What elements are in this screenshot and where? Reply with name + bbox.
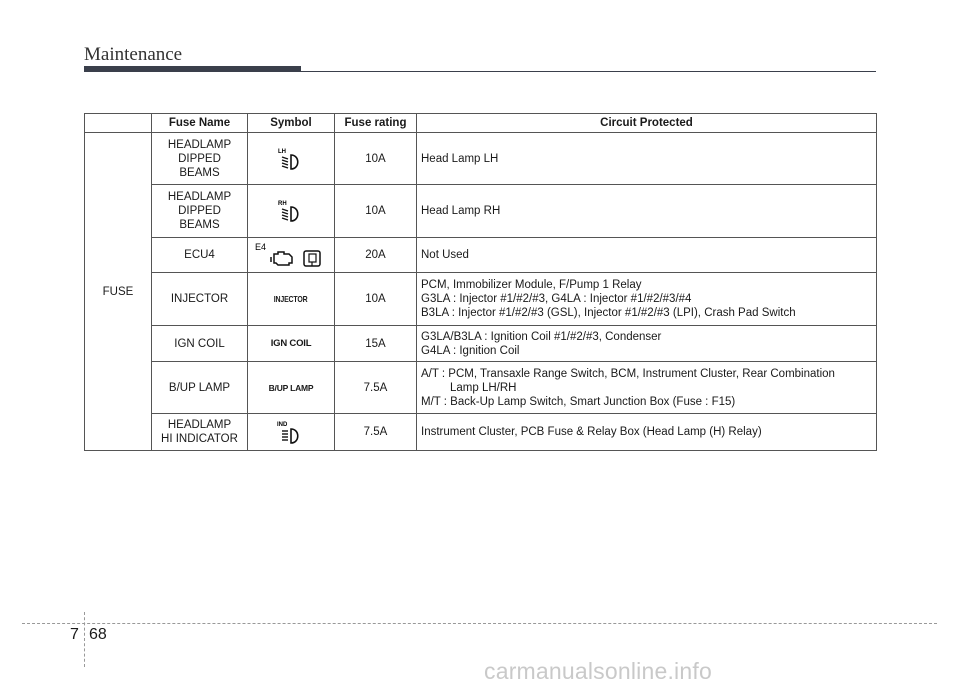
fuse-name-line: HI INDICATOR: [161, 433, 238, 445]
high-beam-icon: [274, 418, 308, 446]
symbol-cell: [248, 414, 335, 451]
fuse-name-line: HEADLAMP: [167, 138, 232, 151]
fuse-name-line: ECU4: [184, 249, 215, 261]
fuse-name-line: IGN COIL: [174, 337, 225, 350]
table-header-row: [85, 114, 877, 133]
watermark: carmanualsonline.info: [484, 658, 712, 684]
fuse-name-cell: [152, 185, 248, 238]
table-row: [85, 238, 877, 273]
fuse-rating-cell: 10A: [335, 273, 417, 326]
circuit-cell: [417, 414, 877, 451]
fuse-rating-cell: 7.5A: [335, 414, 417, 451]
footer-dashed-rule: [22, 623, 937, 624]
ign-coil-symbol-label: IGN COIL: [270, 337, 312, 349]
category-cell: FUSE: [85, 133, 152, 451]
header-symbol: Symbol: [248, 114, 335, 133]
headlamp-icon: [274, 198, 308, 224]
header-category: [85, 114, 152, 133]
section-title: Maintenance: [84, 44, 183, 65]
symbol-cell: [248, 362, 335, 414]
fuse-name-line: BEAMS: [179, 219, 220, 231]
fuse-name-line: BEAMS: [179, 166, 220, 179]
fuse-table: [84, 113, 877, 451]
fuse-name-cell: [152, 414, 248, 451]
fuse-name-cell: [152, 362, 248, 414]
symbol-cell: [248, 238, 335, 273]
table-row: [85, 362, 877, 414]
fuse-name-line: HEADLAMP: [167, 191, 232, 203]
table-row: [85, 273, 877, 326]
footer-dashed-divider: [84, 612, 85, 667]
fuse-name-cell: [152, 273, 248, 326]
circuit-line: PCM, Immobilizer Module, F/Pump 1 Relay: [421, 279, 642, 291]
circuit-line: Head Lamp LH: [421, 152, 499, 165]
injector-symbol-label: INJECTOR: [274, 294, 308, 304]
header-fuse-rating: Fuse rating: [335, 114, 417, 133]
page-number: 68: [89, 626, 107, 643]
symbol-cell: [248, 185, 335, 238]
symbol-tag: IND: [277, 422, 288, 428]
circuit-line: B3LA : Injector #1/#2/#3 (GSL), Injector #1/#2/#3 (LPI), Crash Pad Switch: [421, 307, 796, 319]
table-row: [85, 326, 877, 362]
circuit-cell: [417, 326, 877, 362]
backup-lamp-symbol-label: B/UP LAMP: [268, 382, 314, 393]
header-bar: [84, 66, 301, 72]
circuit-line: G4LA : Ignition Coil: [421, 344, 520, 357]
headlamp-icon: [274, 146, 308, 172]
symbol-cell: [248, 273, 335, 326]
fuse-name-cell: [152, 133, 248, 185]
fuse-rating-cell: 15A: [335, 326, 417, 362]
circuit-cell: [417, 185, 877, 238]
fuse-rating-cell: 10A: [335, 185, 417, 238]
symbol-cell: [248, 326, 335, 362]
circuit-line: M/T : Back-Up Lamp Switch, Smart Junction Box (Fuse : F15): [421, 395, 736, 408]
circuit-line: Instrument Cluster, PCB Fuse & Relay Box (Head Lamp (H) Relay): [421, 426, 762, 438]
circuit-cell: [417, 362, 877, 414]
circuit-cell: [417, 133, 877, 185]
symbol-tag: RH: [278, 201, 287, 207]
fuse-name-line: B/UP LAMP: [168, 381, 231, 394]
header-rule: [301, 71, 876, 72]
symbol-tag: E4: [255, 242, 267, 252]
chapter-number: 7: [70, 626, 79, 643]
fuse-name-line: INJECTOR: [170, 293, 229, 305]
header-circuit-protected: Circuit Protected: [417, 114, 877, 133]
circuit-line: Lamp LH/RH: [450, 381, 517, 394]
header-fuse-name: Fuse Name: [152, 114, 248, 133]
fuse-name-cell: [152, 326, 248, 362]
fuse-rating-cell: 7.5A: [335, 362, 417, 414]
circuit-line: G3LA : Injector #1/#2/#3, G4LA : Injector #1/#2/#3/#4: [421, 293, 692, 305]
circuit-line: G3LA/B3LA : Ignition Coil #1/#2/#3, Condenser: [421, 330, 662, 343]
fuse-name-cell: [152, 238, 248, 273]
engine-icon: [254, 241, 328, 269]
table-row: [85, 414, 877, 451]
fuse-name-line: DIPPED: [178, 205, 221, 217]
circuit-line: A/T : PCM, Transaxle Range Switch, BCM, Instrument Cluster, Rear Combination: [421, 367, 835, 380]
fuse-rating-cell: 20A: [335, 238, 417, 273]
table-row: [85, 133, 877, 185]
circuit-line: Head Lamp RH: [421, 205, 501, 217]
symbol-cell: [248, 133, 335, 185]
fuse-name-line: DIPPED: [178, 152, 221, 165]
fuse-rating-cell: 10A: [335, 133, 417, 185]
fuse-name-line: HEADLAMP: [167, 419, 232, 431]
circuit-line: Not Used: [421, 249, 469, 261]
table-row: [85, 185, 877, 238]
circuit-cell: [417, 238, 877, 273]
symbol-tag: LH: [278, 148, 286, 155]
circuit-cell: [417, 273, 877, 326]
